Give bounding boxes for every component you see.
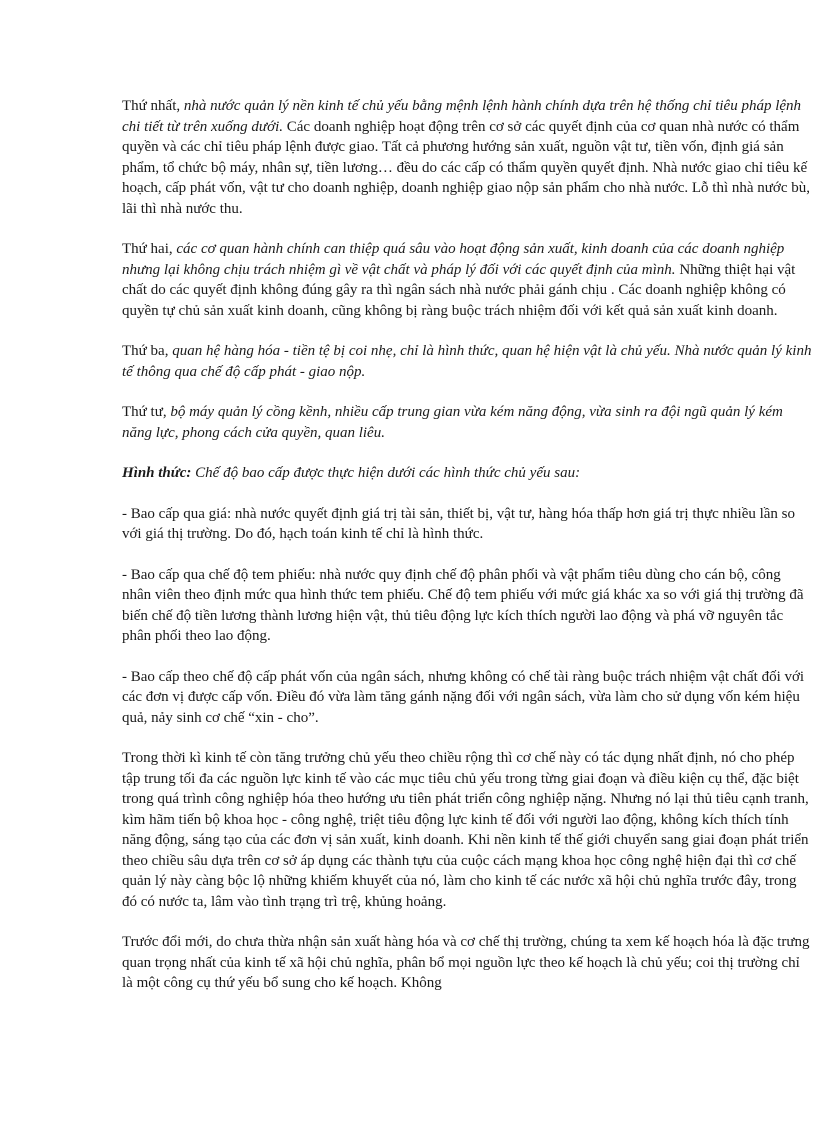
bullet-ration-coupon: - Bao cấp qua chế độ tem phiếu: nhà nước quy định chế độ phân phối và vật phẩm tiêu dùng cho cán bộ, công nhân viên theo định mức qua hình thức tem phiếu. Chế độ tem phiếu với mức giá khác xa so với giá thị trường đã biến chế độ tiền lương thành lương hiện vật, thủ tiêu động lực kích thích người lao động và phá vỡ nguyên tắc phân phối theo lao động.	[122, 566, 804, 644]
paragraph-lead: Thứ nhất,	[122, 98, 184, 114]
paragraph-lead: Thứ tư,	[122, 404, 171, 420]
paragraph-fourth	[122, 402, 812, 443]
paragraph-lead: Thứ hai,	[122, 241, 177, 257]
body-paragraph-growth: Trong thời kì kinh tế còn tăng trưởng chủ yếu theo chiều rộng thì cơ chế này có tác dụng nhất định, nó cho phép tập trung tối đa các nguồn lực kinh tế vào các mục tiêu chủ yếu trong từng giai đoạn và điều kiện cụ thể, đặc biệt trong quá trình công nghiệp hóa theo hướng ưu tiên phát triển công nghiệp nặng. Nhưng nó lại thủ tiêu cạnh tranh, kìm hãm tiến bộ khoa học - công nghệ, triệt tiêu động lực kinh tế đối với người lao động, không kích thích tính năng động, sáng tạo của các đơn vị sản xuất, kinh doanh. Khi nền kinh tế thế giới chuyển sang giai đoạn phát triển theo chiều sâu dựa trên cơ sở áp dụng các thành tựu của cuộc cách mạng khoa học công nghệ hiện đại thì cơ chế quản lý này càng bộc lộ những khiếm khuyết của nó, làm cho kinh tế các nước xã hội chủ nghĩa trước đây, trong đó có nước ta, lâm vào tình trạng trì trệ, khủng hoảng.	[122, 750, 809, 910]
paragraph-second	[122, 239, 812, 321]
paragraph-text: Các doanh nghiệp hoạt động trên cơ sở các quyết định của cơ quan nhà nước có thẩm quyền và các chỉ tiêu pháp lệnh được giao. Tất cả phương hướng sản xuất, nguồn vật tư, tiền vốn, định giá sản phẩm, tổ chức bộ máy, nhân sự, tiền lương… đều do các cấp có thẩm quyền quyết định. Nhà nước giao chỉ tiêu kế hoạch, cấp phát vốn, vật tư cho doanh nghiệp, doanh nghiệp giao nộp sản phẩm cho nhà nước. Lỗ thì nhà nước bù, lãi thì nhà nước thu.	[122, 118, 811, 217]
form-heading-text: Chế độ bao cấp được thực hiện dưới các hình thức chủ yếu sau:	[191, 465, 581, 481]
body-paragraph-before-renovation: Trước đổi mới, do chưa thừa nhận sản xuất hàng hóa và cơ chế thị trường, chúng ta xem kế hoạch hóa là đặc trưng quan trọng nhất của kinh tế xã hội chủ nghĩa, phân bổ mọi nguồn lực theo kế hoạch là chủ yếu; coi thị trường chỉ là một công cụ thứ yếu bổ sung cho kế hoạch. Không	[122, 934, 810, 991]
paragraph-lead: Thứ ba,	[122, 343, 173, 359]
form-heading	[122, 463, 812, 484]
bullet-price-subsidy: - Bao cấp qua giá: nhà nước quyết định giá trị tài sản, thiết bị, vật tư, hàng hóa thấp hơn giá trị thực nhiều lần so với giá thị trường. Do đó, hạch toán kinh tế chỉ là hình thức.	[122, 505, 796, 542]
paragraph-third	[122, 341, 812, 382]
paragraph-italic: bộ máy quản lý cồng kềnh, nhiều cấp trung gian vừa kém năng động, vừa sinh ra đội ngũ quản lý kém năng lực, phong cách cửa quyền, quan liêu.	[122, 404, 783, 441]
paragraph-italic: các cơ quan hành chính can thiệp quá sâu vào hoạt động sản xuất, kinh doanh của các doanh nghiệp nhưng lại không chịu trách nhiệm gì về vật chất và pháp lý đối với các quyết định của mình.	[122, 241, 785, 278]
paragraph-first	[122, 96, 812, 219]
document-page	[122, 96, 812, 1014]
form-heading-label: Hình thức:	[122, 465, 192, 481]
paragraph-italic: nhà nước quản lý nền kinh tế chủ yếu bằng mệnh lệnh hành chính dựa trên hệ thống chỉ tiêu pháp lệnh chi tiết từ trên xuống dưới.	[122, 98, 802, 135]
paragraph-italic: quan hệ hàng hóa - tiền tệ bị coi nhẹ, chỉ là hình thức, quan hệ hiện vật là chủ yếu. Nhà nước quản lý kinh tế thông qua chế độ cấp phát - giao nộp.	[122, 343, 812, 380]
paragraph-text: Những thiệt hại vật chất do các quyết định không đúng gây ra thì ngân sách nhà nước phải gánh chịu . Các doanh nghiệp không có quyền tự chủ sản xuất kinh doanh, cũng không bị ràng buộc trách nhiệm đối với kết quả sản xuất kinh doanh.	[122, 261, 796, 319]
bullet-capital-allocation: - Bao cấp theo chế độ cấp phát vốn của ngân sách, nhưng không có chế tài ràng buộc trách nhiệm vật chất đối với các đơn vị được cấp vốn. Điều đó vừa làm tăng gánh nặng đối với ngân sách, vừa làm cho sử dụng vốn kém hiệu quả, nảy sinh cơ chế “xin - cho”.	[122, 668, 805, 726]
